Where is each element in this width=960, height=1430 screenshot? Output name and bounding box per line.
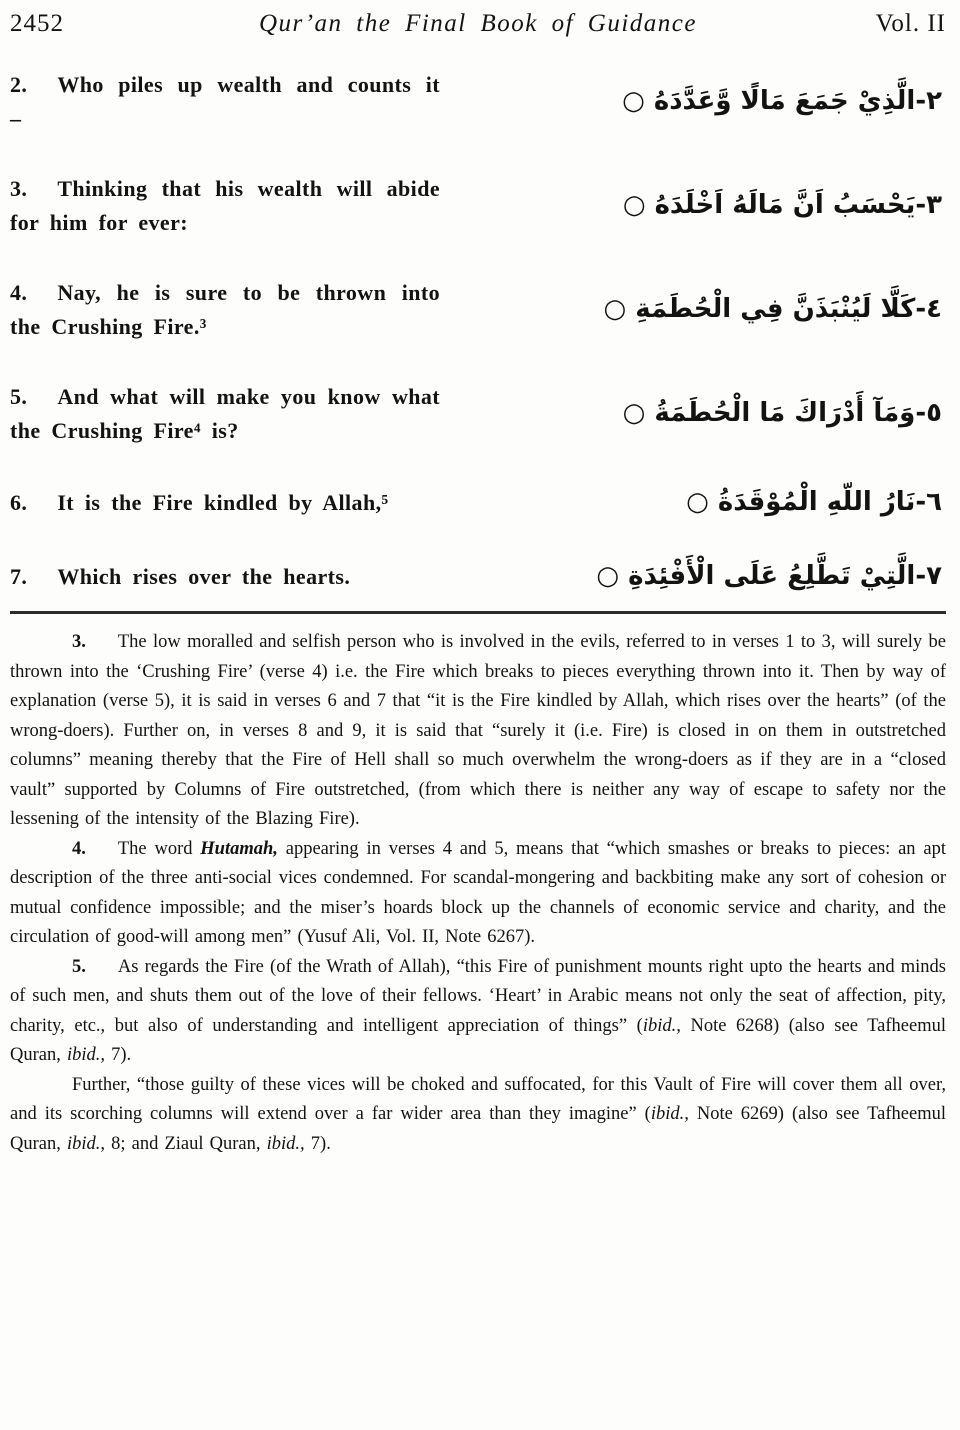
verse-english: [10, 560, 440, 594]
footnote-5: [10, 953, 946, 1071]
footnote-text: The word: [117, 838, 201, 859]
footnote-text: 7).: [304, 1133, 331, 1154]
footnote-text: 7).: [105, 1045, 132, 1066]
verse-translation: And what will make you know what the Crushing Fire⁴ is?: [10, 384, 440, 443]
verse-number: 4.: [10, 280, 28, 305]
ibid-citation: ibid.,: [66, 1045, 106, 1066]
footnote-divider: [10, 611, 946, 614]
verse-translation: Which rises over the hearts.: [57, 563, 351, 589]
verse-translation: Thinking that his wealth will abide for him for ever:: [10, 176, 440, 235]
volume-label: Vol. II: [875, 10, 946, 37]
footnote-number: 5.: [72, 956, 86, 977]
verse-english: [10, 380, 440, 448]
verse-arabic: ٦-نَارُ اللّهِ الْمُوْقَدَةُ ○: [686, 487, 942, 517]
verse-number: 7.: [10, 563, 28, 589]
footnote-3: [10, 628, 946, 835]
verse-arabic: ٣-يَحْسَبُ اَنَّ مَالَهُ اَخْلَدَهُ ○: [622, 190, 942, 221]
verse-translation: Who piles up wealth and counts it –: [10, 72, 440, 131]
footnote-text: appearing in verses 4 and 5, means that “which smashes or breaks to pieces: an apt description of the three anti-social vices condemned. For scandal-mongering and backbiting make any sort of cohesion or mutual confidence impossible; and the miser’s hoards block up the channels of economic service and charity, and the circulation of good-will among men” (Yusuf Ali, Vol. II, Note 6267).: [10, 838, 946, 948]
verse-row-7: [10, 558, 946, 596]
term-hutamah: Hutamah,: [200, 838, 278, 859]
footnote-further-paragraph: [10, 1071, 946, 1160]
verse-number: 6.: [10, 489, 28, 515]
footnote-text: Note 6268) (also see Tafheemul Quran,: [10, 1015, 946, 1066]
ibid-citation: ibid.,: [266, 1133, 305, 1154]
verse-english: [10, 276, 440, 344]
verse-arabic: ٥-وَمَآ أَدْرَاكَ مَا الْحُطَمَةُ ○: [622, 398, 942, 429]
verse-row-5: [10, 380, 946, 448]
verse-row-6: [10, 484, 946, 522]
verse-arabic: ٧-الَّتِيْ تَطَّلِعُ عَلَى الْأَفْئِدَةِ ○: [596, 560, 942, 591]
footnote-number: 4.: [72, 838, 86, 859]
verse-translation: Nay, he is sure to be thrown into the Crushing Fire.³: [10, 280, 440, 339]
footnote-text: 8; and Ziaul Quran,: [105, 1133, 267, 1154]
footnote-text: As regards the Fire (of the Wrath of Allah), “this Fire of punishment mounts right upto the hearts and minds of such men, and shuts them out of the love of their fellows. ‘Heart’ in Arabic means not only the seat of affection, pity, charity, etc., but also of understanding and intelligent appreciation of things” (: [10, 956, 946, 1036]
footnote-text: Note 6269) (also see Tafheemul Quran,: [10, 1104, 946, 1154]
verse-number: 3.: [10, 176, 28, 201]
verses-section: [10, 68, 946, 595]
footnote-4: [10, 835, 946, 953]
verse-arabic: ٤-كَلَّا لَيُنْبَذَنَّ فِي الْحُطَمَةِ ○: [603, 294, 942, 325]
verse-row-4: [10, 276, 946, 344]
footnote-text: Further, “those guilty of these vices will be choked and suffocated, for this Vault of Fire will cover them all over, and its scorching columns will extend over a far wider area than they imagine” (: [10, 1074, 946, 1125]
verse-translation: It is the Fire kindled by Allah,⁵: [57, 489, 389, 515]
footnotes-section: [10, 628, 946, 1159]
verse-arabic: ٢-الَّذِيْ جَمَعَ مَالًا وَّعَدَّدَهُ ○: [622, 86, 942, 117]
footnote-number: 3.: [72, 632, 86, 653]
verse-english: [10, 172, 440, 240]
verse-number: 2.: [10, 72, 28, 97]
verse-number: 5.: [10, 384, 28, 409]
ibid-citation: ibid.,: [642, 1015, 681, 1036]
verse-row-3: [10, 172, 946, 240]
footnote-text: The low moralled and selfish person who is involved in the evils, referred to in verses 1 to 3, will surely be thrown into the ‘Crushing Fire’ (verse 4) i.e. the Fire which breaks to pieces everything thrown into it. Then by way of explanation (verse 5), it is said in verses 6 and 7 that “it is the Fire kindled by Allah, which rises over the hearts” (of the wrong-doers). Further on, in verses 8 and 9, it is said that “surely it (i.e. Fire) is closed in on them in outstretched columns” meaning thereby that the Fire of Hell shall so much overwhelm the wrong-doers as if they are in a “closed vault” supported by Columns of Fire outstretched, (from which there is neither any way of escape to safety nor the lessening of the intensity of the Blazing Fire).: [10, 632, 946, 830]
ibid-citation: ibid.,: [66, 1133, 106, 1154]
verse-english: [10, 68, 440, 136]
page-number: 2452: [10, 10, 64, 37]
book-title: Qur’an the Final Book of Guidance: [259, 10, 697, 37]
page-header: [10, 10, 946, 38]
verse-row-2: [10, 68, 946, 136]
ibid-citation: ibid.,: [650, 1104, 689, 1125]
verse-english: [10, 486, 440, 520]
